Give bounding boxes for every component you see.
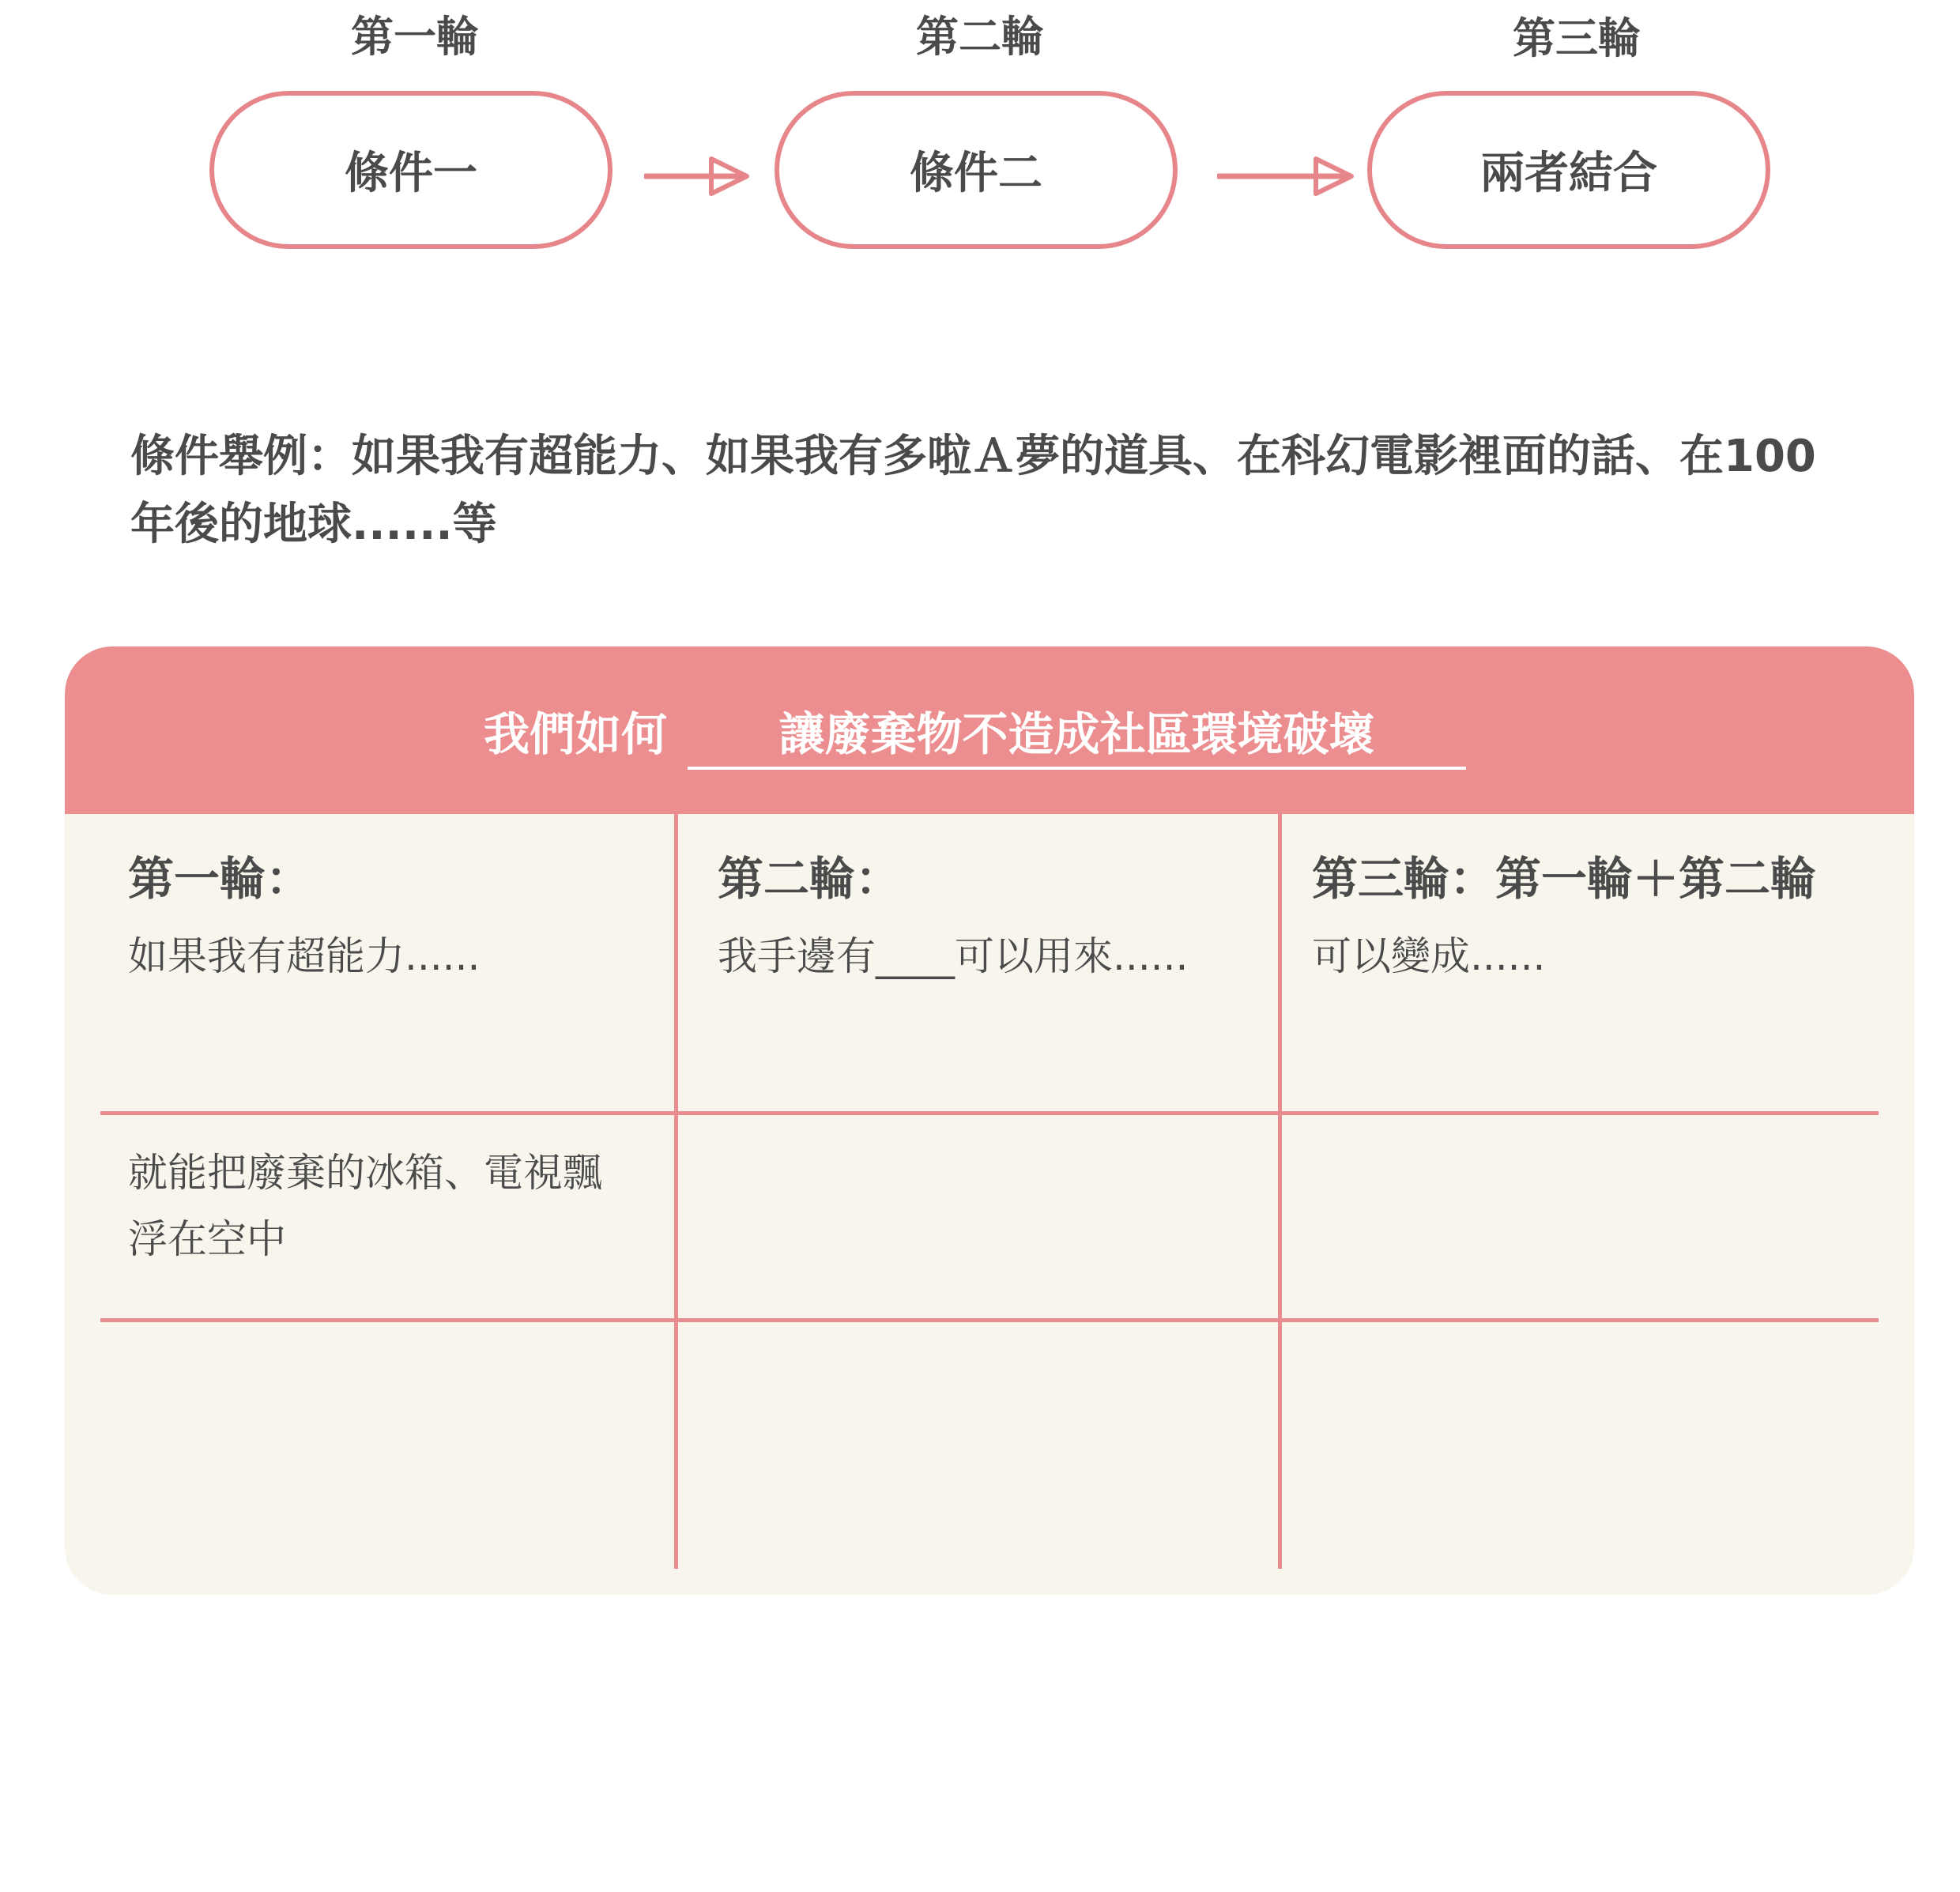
- hmw-underline: [688, 767, 1466, 770]
- column-divider: [674, 814, 678, 1569]
- hmw-topic: 讓廢棄物不造成社區環境破壞: [778, 707, 1375, 761]
- row-divider: [100, 1111, 1879, 1115]
- column-divider: [1278, 814, 1282, 1569]
- round-2-label: 第二輪: [916, 12, 1044, 62]
- column-2-prompt: 我手邊有____可以用來......: [718, 933, 1189, 979]
- hmw-prefix: 我們如何: [484, 707, 668, 761]
- worksheet: [65, 646, 1914, 1595]
- column-1-heading: 第一輪：: [128, 852, 312, 906]
- arrow-right-icon: [1217, 154, 1359, 202]
- round-3-label: 第三輪: [1513, 13, 1641, 63]
- arrow-right-icon: [644, 154, 755, 202]
- column-3-prompt: 可以變成......: [1312, 933, 1546, 979]
- condition-1-pill: 條件一: [209, 91, 612, 249]
- column-2-heading: 第二輪：: [718, 852, 902, 906]
- column-3-heading: 第三輪：第一輪＋第二輪: [1312, 852, 1817, 906]
- round-1-label: 第一輪: [351, 12, 479, 62]
- answer-cell[interactable]: 就能把廢棄的冰箱、電視飄浮在空中: [128, 1150, 602, 1262]
- combined-pill: 兩者結合: [1367, 91, 1770, 249]
- condition-2-pill: 條件二: [775, 91, 1178, 249]
- condition-examples: 條件舉例：如果我有超能力、如果我有多啦Ａ夢的道具、在科幻電影裡面的話、在100年後的地球......等: [130, 431, 1816, 550]
- column-1-prompt: 如果我有超能力......: [128, 933, 481, 979]
- row-divider: [100, 1318, 1879, 1322]
